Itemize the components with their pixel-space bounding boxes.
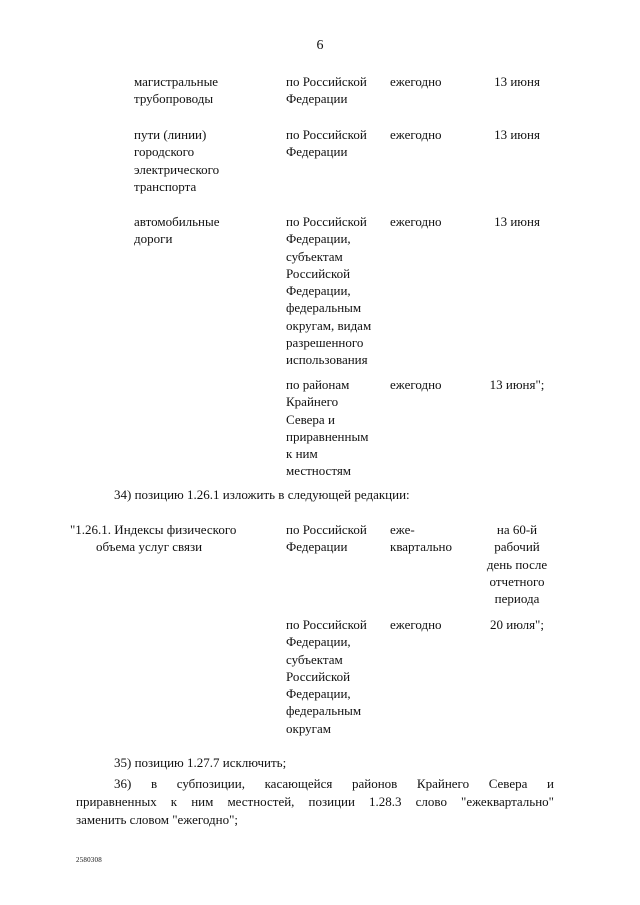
row-3-frequency: ежегодно: [390, 214, 442, 229]
item-34: 34) позицию 1.26.1 изложить в следующей редакции:: [114, 487, 410, 502]
row-1-date: 13 июня: [494, 74, 540, 89]
row-4-date: 13 июня";: [489, 377, 545, 392]
row-3-name: автомобильные дороги: [134, 214, 220, 247]
item-35: 35) позицию 1.27.7 исключить;: [114, 755, 287, 770]
item-36-line-1: 36) в субпозиции, касающейся районов Крайнего Севера и: [114, 776, 554, 791]
document-code: 2580308: [76, 856, 102, 864]
page-number: 6: [316, 38, 324, 53]
row-3-date: 13 июня: [494, 214, 540, 229]
item-36-line-3: заменить словом "ежегодно";: [76, 812, 238, 827]
row-1-frequency: ежегодно: [390, 74, 442, 89]
item-36-line-2: приравненных к ним местностей, позиции 1.28.3 слово "ежеквартально": [76, 794, 554, 809]
row-2-date: 13 июня: [494, 127, 540, 142]
position-1261-scope-1: по Российской Федерации: [286, 522, 367, 555]
row-1-name: магистральные трубопроводы: [134, 74, 219, 107]
position-1261-frequency-2: ежегодно: [390, 617, 442, 632]
position-1261-name: "1.26.1. Индексы физического объема услуг связи: [70, 522, 237, 555]
position-1261-scope-2: по Российской Федерации, субъектам Российской Федерации, федеральным округам: [286, 617, 367, 736]
row-1-scope: по Российской Федерации: [286, 74, 367, 107]
row-2-frequency: ежегодно: [390, 127, 442, 142]
row-2-scope: по Российской Федерации: [286, 127, 367, 160]
row-3-scope: по Российской Федерации, субъектам Российской Федерации, федеральным округам, видам разрешенного использования: [286, 214, 372, 368]
position-1261-date-1: на 60-й рабочий день после отчетного периода: [486, 522, 548, 607]
row-4-frequency: ежегодно: [390, 377, 442, 392]
row-2-name: пути (линии) городского электрического транспорта: [134, 127, 220, 194]
row-4-scope: по районам Крайнего Севера и приравненным к ним местностям: [286, 377, 369, 479]
position-1261-frequency-1: еже- квартально: [390, 522, 452, 555]
position-1261-date-2: 20 июля";: [490, 617, 544, 632]
